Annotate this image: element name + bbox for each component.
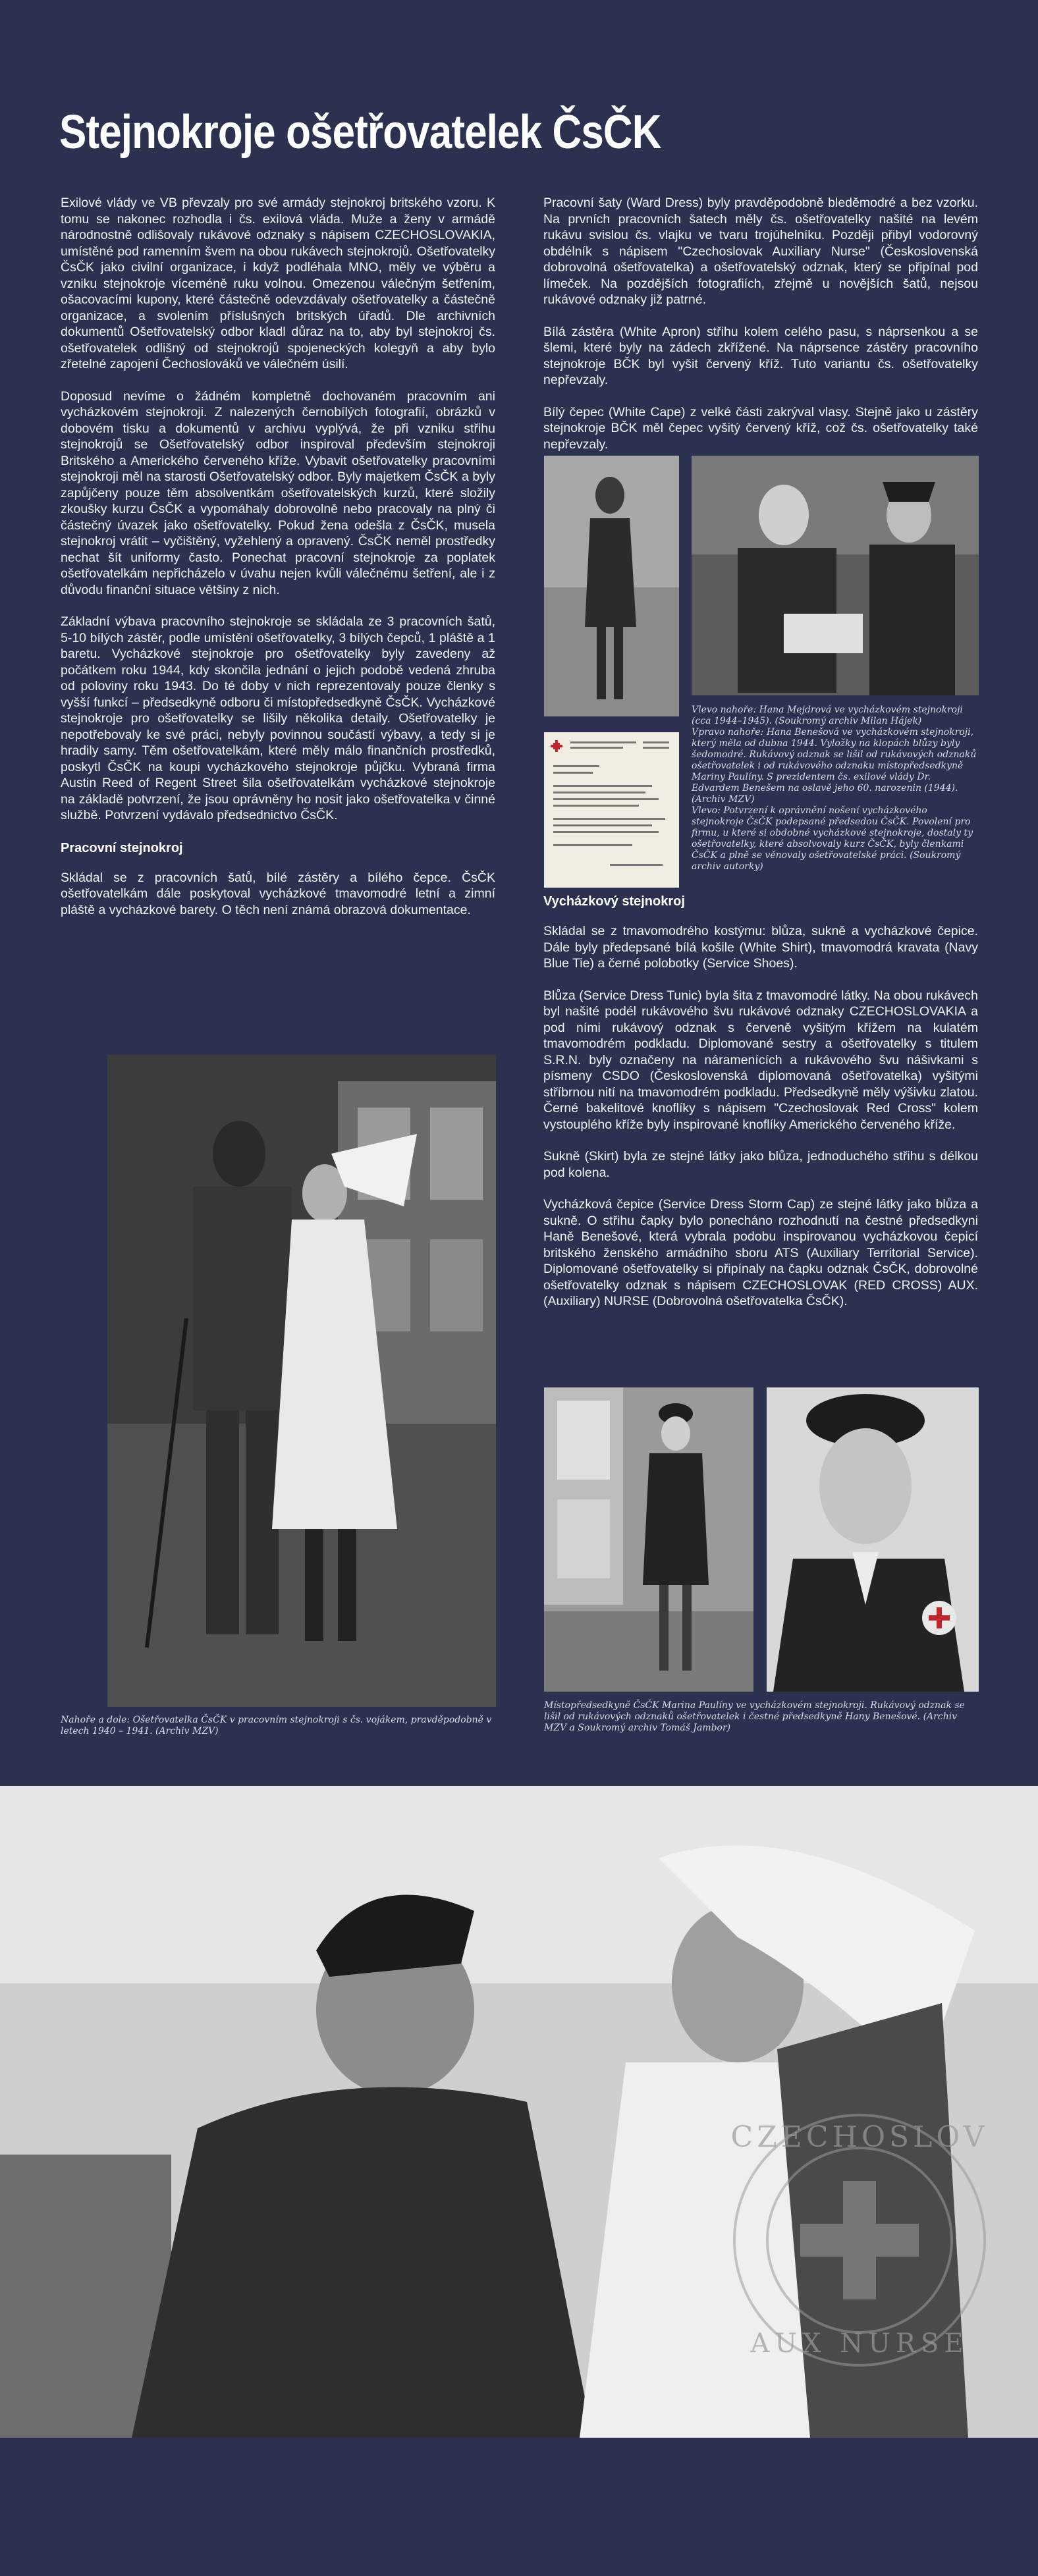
section-heading-work-uniform: Pracovní stejnokroj <box>61 840 183 855</box>
uniform-history-paragraph: Doposud nevíme o žádném kompletně dochovaném pracovním ani vycházkovém stejnokroji. Z nalezených černobílých fotografií, obrázků v dobovém tisku a dokumentů v archivu vyplývá, že při vzniku střihu stejnokrojů se Ošetřovatelský odbor inspiroval především stejnokroji Britského a Amerického červeného kříže. Vybavit ošetřovatelky pracovními stejnokroji měl na starosti Ošetřovatelský odbor. Byly majetkem ČsČK a byly zapůjčeny pouze těm absolventkám ošetřovatelských kurzů, které složily zkoušky kurzu ČsČK a vypomáhaly dobrovolně nebo pracovaly na plný či částečný úvazek jako ošetřovatelky. Pokud žena odešla z ČsČK, musela stejnokroj vrátit – vyčištěný, vyžehlený a opravený. ČsČK neměl prostředky nechat šít uniformy často. Ponechat pracovní stejnokroje za poplatek ošetřovatelkám nepřicházelo v úvahu nejen kvůli válečnému šetření, ale i z důvodu finanční situace většiny z nich. <box>61 389 495 597</box>
service-uniform-paragraph: Skládal se z tmavomodrého kostýmu: blůza, sukně a vycházkové čepice. Dále byly předepsané bílá košile (White Shirt), tmavomodrá kravata (Navy Blue Tie) a černé polobotky (Service Shoes). <box>543 924 978 971</box>
photo-marina-pauliny-portrait <box>767 1387 979 1692</box>
banner-photo-nurse-soldier-closeup <box>0 1786 1038 2438</box>
basic-equipment-paragraph: Základní výbava pracovního stejnokroje se skládala ze 3 pracovních šatů, 5-10 bílých zástěr, podle umístění ošetřovatelky, 3 bílých čepců, 1 pláště a 1 baretu. Vycházkové stejnokroje pro ošetřovatelky byly zavedeny až počátkem roku 1944, kdy skončila jednání o jejich podobě vedená zhruba od poloviny roku 1943. Do té doby v nich reprezentovaly pouze členky s vyšší funkcí – předsedkyně odboru či místopředsedkyně ČsČK. Vycházkové stejnokroje pro ošetřovatelky se lišily několika detaily. Ošetřovatelky je nepotřebovaly ke své práci, nebyly povinnou součástí výbavy, a tedy si je hradily samy. Těm ošetřovatelkám, které měly málo finančních prostředků, poskytl ČsČK na koupi vycházkového stejnokroje půjčku. Vybraná firma Austin Reed of Regent Street šila ošetřovatelkám vycházkové stejnokroje na základě potvrzení, že jsou oprávněny ho nosit jako ošetřovatelka v činné službě. Potvrzení vydávalo předsednictvo ČsČK. <box>61 614 495 822</box>
white-apron-paragraph: Bílá zástěra (White Apron) střihu kolem celého pasu, s náprsenkou a se šlemi, které byly na zádech zkřížené. Na náprsence zástěry pracovního stejnokroje BČK byl vyšit červený kříž. Tuto variantu čs. ošetřovatelky nepřevzaly. <box>543 324 978 387</box>
marina-pauliny-caption: Místopředsedkyně ČsČK Marina Paulíny ve vycházkovém stejnokroji. Rukávový odznak se lišil od rukávových odznaků ošetřovatelek i čestné předsedkyně Hany Benešové. (Archiv MZV a Soukromý archiv Tomáš Jambor) <box>544 1700 965 1733</box>
photo-nurse-with-soldier <box>107 1055 496 1707</box>
ward-dress-paragraph: Pracovní šaty (Ward Dress) byly pravděpodobně bleděmodré a bez vzorku. Na prvních pracovních šatech měly čs. ošetřovatelky našité na levém rukávu svislou čs. vlajku ve tvaru trojúhelníku. Později přibyl vodorovný obdélník s nápisem "Czechoslovak Auxiliary Nurse" (Československá dobrovolná ošetřovatelka) a ošetřovatelský odznak, který se připínal pod límeček. Na pozdějších fotografiích, zřejmě u novějších šatů, nejsou rukávové odznaky již patrné. <box>543 196 978 307</box>
right-column-top <box>543 195 978 468</box>
seal-top-text: CZECHOSLOV <box>730 2120 989 2154</box>
section-heading-service-uniform: Vycházkový stejnokroj <box>543 894 685 909</box>
photo-authorization-document <box>544 732 679 888</box>
white-cap-paragraph: Bílý čepec (White Cape) z velké části zakrýval vlasy. Stejně jako u zástěry stejnokroje BČK měl čepec vyšitý červený kříž, což čs. ošetřovatelky také nepřevzaly. <box>543 404 978 452</box>
tunic-paragraph: Blůza (Service Dress Tunic) byla šita z tmavomodré látky. Na obou rukávech byl našité podél rukávového švu rukávové odznaky CZECHOSLOVAKIA a pod ními rukávový odznak s červeně vyšitým křížem na kulatém tmavomodrém podkladu. Diplomované sestry a ošetřovatelky s titulem S.R.N. byly označeny na náramenících a rukávového švu nášivkami s písmeny CSDO (Československá diplomovaná ošetřovatelka) vyšitými stříbrnou nití na tmavomodrém podkladu. Předsedkyně měly výšivku zlatou. Černé bakelitové knoflíky s nápisem "Czechoslovak Red Cross" kolem vystouplého kříže byly inspirované knoflíky Amerického červeného kříže. <box>543 988 978 1132</box>
left-column <box>61 195 495 934</box>
right-column-bottom <box>543 893 978 1326</box>
page-title: Stejnokroje ošetřovatelek ČsČK <box>59 106 661 159</box>
intro-paragraph: Exilové vlády ve VB převzaly pro své armády stejnokroj britského vzoru. K tomu se nakonec rozhodla i čs. exilová vláda. Muže a ženy v armádě národnostně odlišovaly rukávové odznaky s nápisem CZECHOSLOVAKIA, umístěné pod ramenním švem na obou rukávech stejnokrojů. Ošetřovatelky ČsČK jako civilní organizace, i když podléhala MNO, měly ve výběru a vzniku stejnokroje víceméně ruku volnou. Omezenou válečným šetřením, ošacovacími kupony, které částečně odevzdávaly ošetřovatelky a částečně organizace, a svolením příslušných britských úřadů. Dle archivních dokumentů Ošetřovatelský odbor kladl důraz na to, aby byl stejnokroj čs. ošetřovatelek odlišný od stejnokrojů spojeneckých kolegyň a aby bylo zřetelné zapojení Čechoslováků ve válečném úsilí. <box>61 196 495 371</box>
storm-cap-paragraph: Vycházková čepice (Service Dress Storm Cap) ze stejné látky jako blůza a sukně. O střihu čapky bylo ponecháno rozhodnutí na čestné předsedkyni Haně Benešové, která vybrala podobu inspirovanou vycházkovou čepicí britského ženského armádního sboru ATS (Auxiliary Territorial Service). Diplomované ošetřovatelky si připínaly na čapku odznak ČsČK, dobrovolné ošetřovatelky odznak s nápisem CZECHOSLOVAK (RED CROSS) AUX. (Auxiliary) NURSE (Dobrovolná ošetřovatelka ČsČK). <box>543 1197 978 1308</box>
photo-marina-pauliny-full <box>544 1387 753 1692</box>
skirt-paragraph: Sukně (Skirt) byla ze stejné látky jako blůza, jednoduchého střihu s délkou pod kolena. <box>543 1149 978 1180</box>
left-photo-caption: Nahoře a dole: Ošetřovatelka ČsČK v pracovním stejnokroji s čs. vojákem, pravděpodobně v letech 1940 – 1941. (Archiv MZV) <box>61 1715 492 1736</box>
right-photos-caption: Vlevo nahoře: Hana Mejdrová ve vycházkovém stejnokroji (cca 1944–1945). (Soukromý archiv Milan Hájek) Vpravo nahoře: Hana Benešová ve vycházkovém stejnokroji, který měla od dubna 1944. Vyložky na klopách blůzy byly šedomodré. Rukávový odznak se lišil od rukávových odznaků ošetřovatelek i od rukávového odznaku místopředsedkyně Mariny Paulíny. S prezidentem čs. exilové vlády Dr. Edvardem Benešem na oslavě jeho 60. narozenin (1944). (Archiv MZV) Vlevo: Potvrzení k oprávnění nošení vycházkového stejnokroje ČsČK podepsané předsedou ČsČK. Povolení pro firmu, u které si obdobné vycházkové stejnokroje, dostaly ty ošetřovatelky, které absolvovaly kurz ČsČK, byly členkami ČsČK a plně se věnovaly ošetřovatelské práci. (Soukromý archiv autorky) <box>692 705 977 872</box>
photo-hana-benesova-with-president <box>692 456 979 695</box>
work-uniform-paragraph: Skládal se z pracovních šatů, bílé zástěry a bílého čepce. ČsČK ošetřovatelkám dále poskytoval vycházkové tmavomodré letní a zimní pláště a vycházkové barety. O těch není známá obrazová dokumentace. <box>61 870 495 917</box>
seal-bottom-text: AUX NURSE <box>750 2328 969 2359</box>
photo-hana-mejdrova <box>544 456 679 716</box>
